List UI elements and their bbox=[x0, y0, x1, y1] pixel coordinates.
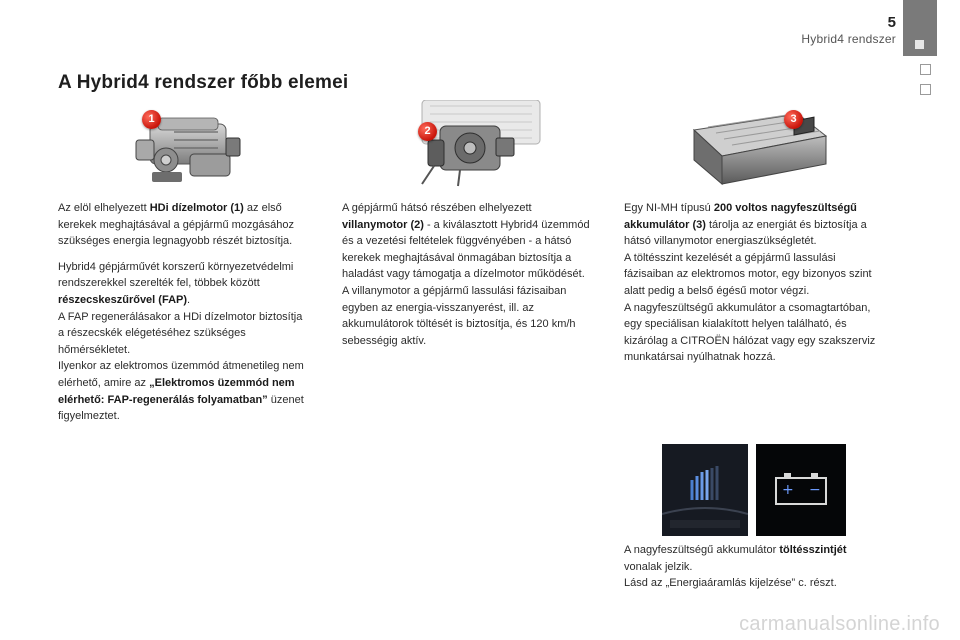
badge-1: 1 bbox=[142, 110, 161, 129]
section-title: Hybrid4 rendszer bbox=[801, 32, 896, 46]
badge-3: 3 bbox=[784, 110, 803, 129]
motor-image bbox=[400, 100, 550, 190]
minus-sign: − bbox=[809, 482, 821, 498]
plus-sign: + bbox=[782, 482, 794, 498]
chapter-tab bbox=[920, 84, 931, 95]
term-battery: 200 voltos nagyfeszültségű akkumulátor (3) bbox=[624, 202, 857, 231]
charge-gauge-icon bbox=[662, 444, 748, 536]
watermark: carmanualsonline.info bbox=[739, 613, 940, 635]
badge-2: 2 bbox=[418, 122, 437, 141]
term-hdi-engine: HDi dízelmotor (1) bbox=[149, 202, 244, 214]
charge-level-caption bbox=[624, 542, 884, 601]
column-3 bbox=[624, 200, 884, 375]
battery-icon bbox=[686, 108, 830, 190]
chapter-tab bbox=[920, 64, 931, 75]
page-number: 5 bbox=[887, 14, 896, 31]
engine-image bbox=[130, 110, 250, 188]
page-header bbox=[801, 14, 896, 46]
paragraph: A nagyfeszültségű akkumulátor töltésszintjét vonalak jelzik. Lásd az „Energiaáramlás kijelzése” c. részt. bbox=[624, 544, 847, 590]
column-2 bbox=[342, 200, 600, 358]
battery-image bbox=[686, 108, 830, 190]
battery-symbol-image bbox=[756, 444, 846, 536]
page-title: A Hybrid4 rendszer főbb elemei bbox=[58, 72, 349, 93]
charge-gauge-image bbox=[662, 444, 748, 536]
paragraph: Hybrid4 gépjárművét korszerű környezetvédelmi rendszerekkel szerelték fel, többek között részecskeszűrővel (FAP). A FAP regenerálásakor a HDi dízelmotor biztosítja a részecskék elégetéséhez szükséges hőmérsékletet. Ilyenkor az elektromos üzemmód átmenetileg nem elérhető, amire az „Elektromos üzemmód nem elérhető: FAP-regenerálás folyamatban” üzenet figyelmeztet. bbox=[58, 260, 304, 423]
term-electric-motor: villanymotor (2) bbox=[342, 218, 424, 231]
electric-motor-icon bbox=[400, 100, 550, 190]
paragraph: A gépjármű hátsó részében elhelyezett villanymotor (2) - a kiválasztott Hybrid4 üzemmód és a vezetési feltételek függvényében - a hátsó kerekek meghajtásával önmagában biztosítja a haladást vagy támogatja a dízelmotor működését. A villanymotor a gépjármű lassulási fázisaiban egyben az energia-visszanyerést, ill. az akkumulátorok töltését is biztosítja, és 120 km/h sebességig aktív. bbox=[342, 202, 590, 347]
column-1 bbox=[58, 200, 310, 434]
paragraph: Egy NI-MH típusú 200 voltos nagyfeszültségű akkumulátor (3) tárolja az energiát és biztosítja a hátsó villanymotor energiaszükségletét. A töltésszint kezelését a gépjármű lassulási fázisaiban az elektromos motor, egy bizonyos szint alatt pedig a belső égésű motor végzi. A nagyfeszültségű akkumulátor a csomagtartóban, egy speciálisan kialakított helyen található, és kizárólag a CITROËN hálózat vagy egy szakszerviz munkatársai nyúlhatnak hozzá. bbox=[624, 202, 876, 364]
battery-symbol-icon bbox=[756, 444, 846, 536]
term-charge-level: töltésszintjét bbox=[779, 544, 847, 556]
paragraph: Az elöl elhelyezett HDi dízelmotor (1) az első kerekek meghajtásával a gépjármű mozgásához szükséges energia legnagyobb részét biztosítja. bbox=[58, 202, 295, 248]
term-fap: részecskeszűrővel (FAP) bbox=[58, 293, 188, 306]
term-message: „Elektromos üzemmód nem elérhető: FAP-regenerálás folyamatban” bbox=[58, 376, 295, 406]
chapter-tab-active bbox=[903, 0, 937, 56]
